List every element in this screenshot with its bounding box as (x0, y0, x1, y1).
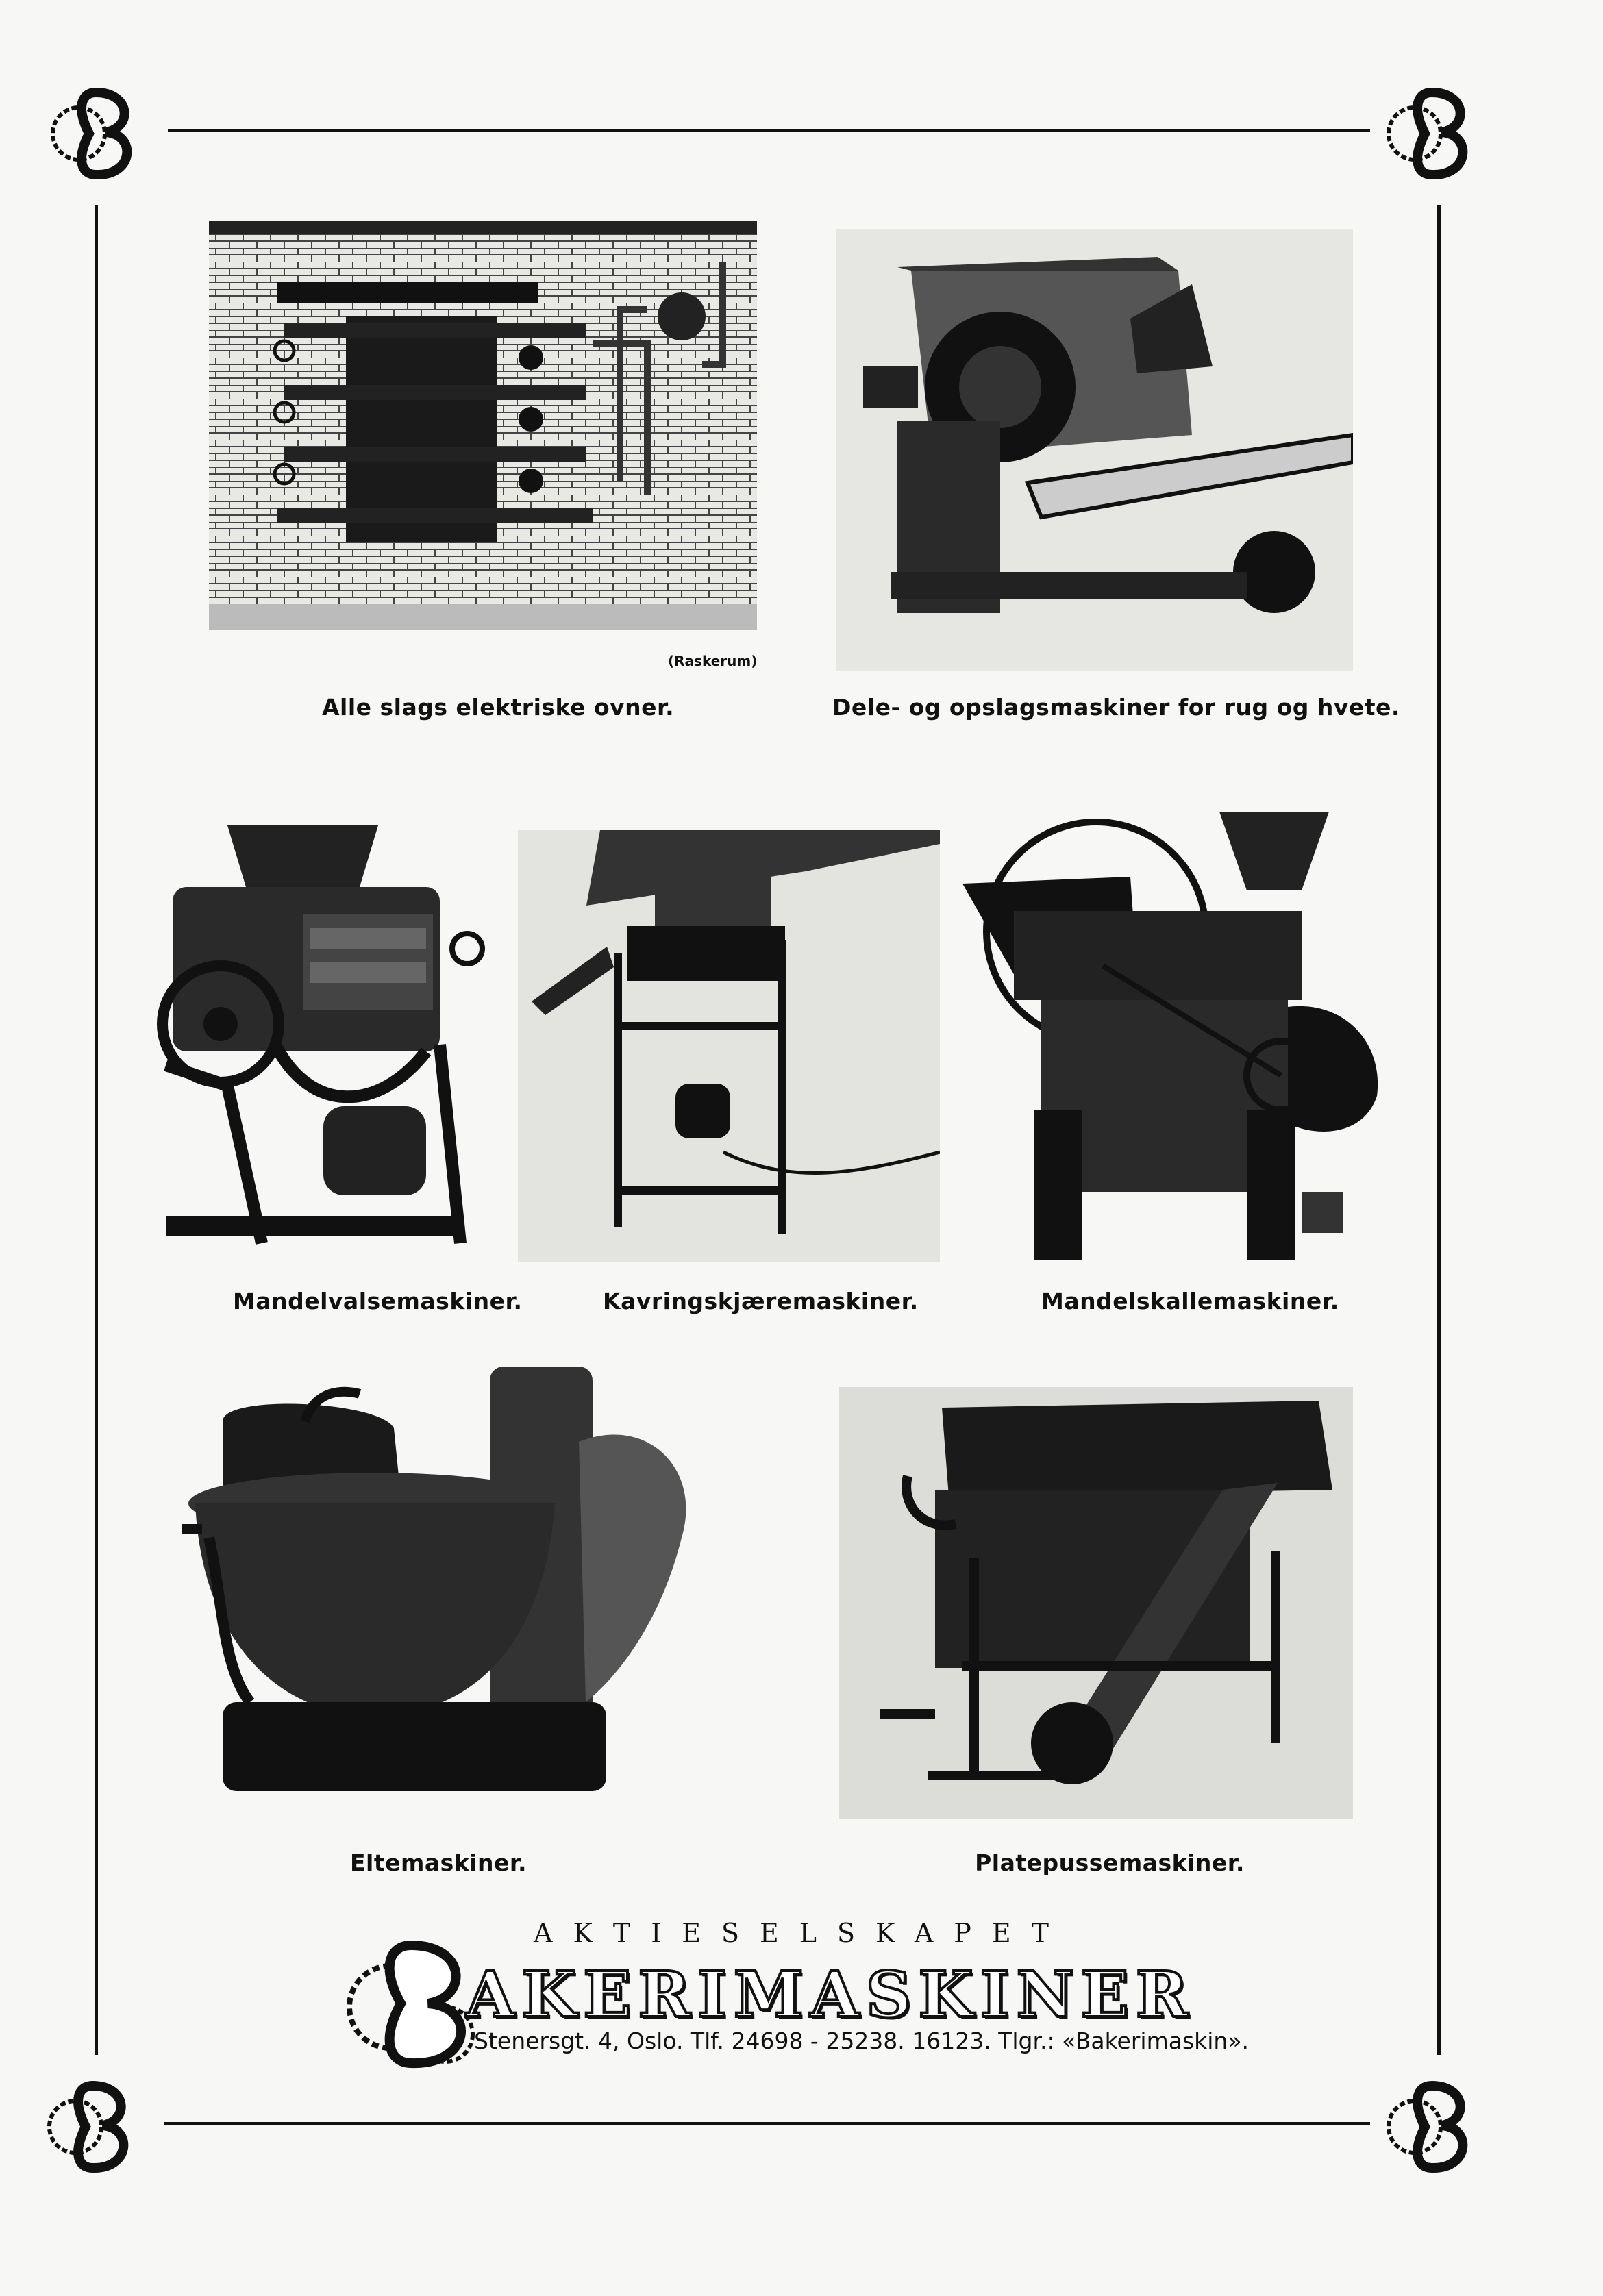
corner-logo-icon (1384, 2079, 1480, 2175)
corner-logo-icon (48, 86, 144, 182)
caption-almond-sheller: Mandelskallemaskiner. (1041, 1288, 1339, 1314)
caption-kneading: Eltemaskiner. (349, 1849, 527, 1876)
kneading-machine-photo (182, 1360, 695, 1812)
left-rule (95, 205, 98, 2055)
photo-credit: (Raskerum) (668, 653, 758, 669)
caption-rusk-slicer: Kavringskjæremaskiner. (603, 1288, 919, 1314)
caption-divider: Dele- og opslagsmaskiner for rug og hvete. (832, 694, 1400, 721)
caption-plate-cleaner: Platepussemaskiner. (975, 1849, 1245, 1876)
right-rule (1437, 205, 1441, 2055)
dough-divider-photo (836, 229, 1353, 671)
caption-electric-ovens: Alle slags elektriske ovner. (322, 694, 675, 721)
rusk-slicer-photo (518, 830, 940, 1262)
almond-sheller-photo (959, 808, 1391, 1267)
company-prefix: AKTIESELSKAPET (534, 1918, 1069, 1948)
caption-almond-roller: Mandelvalsemaskiner. (233, 1288, 523, 1314)
company-name: AKERIMASKINER (466, 1958, 1195, 2032)
bottom-rule (164, 2122, 1370, 2125)
electric-oven-photo (209, 221, 757, 630)
b-gear-logo-icon (343, 1938, 480, 2069)
corner-logo-icon (1384, 86, 1480, 182)
corner-logo-icon (45, 2079, 140, 2175)
plate-cleaner-photo (839, 1387, 1353, 1819)
company-address: Stenersgt. 4, Oslo. Tlf. 24698 - 25238. 16123. Tlgr.: «Bakerimaskin». (474, 2027, 1250, 2054)
top-rule (168, 129, 1370, 132)
almond-roller-photo (152, 819, 491, 1264)
